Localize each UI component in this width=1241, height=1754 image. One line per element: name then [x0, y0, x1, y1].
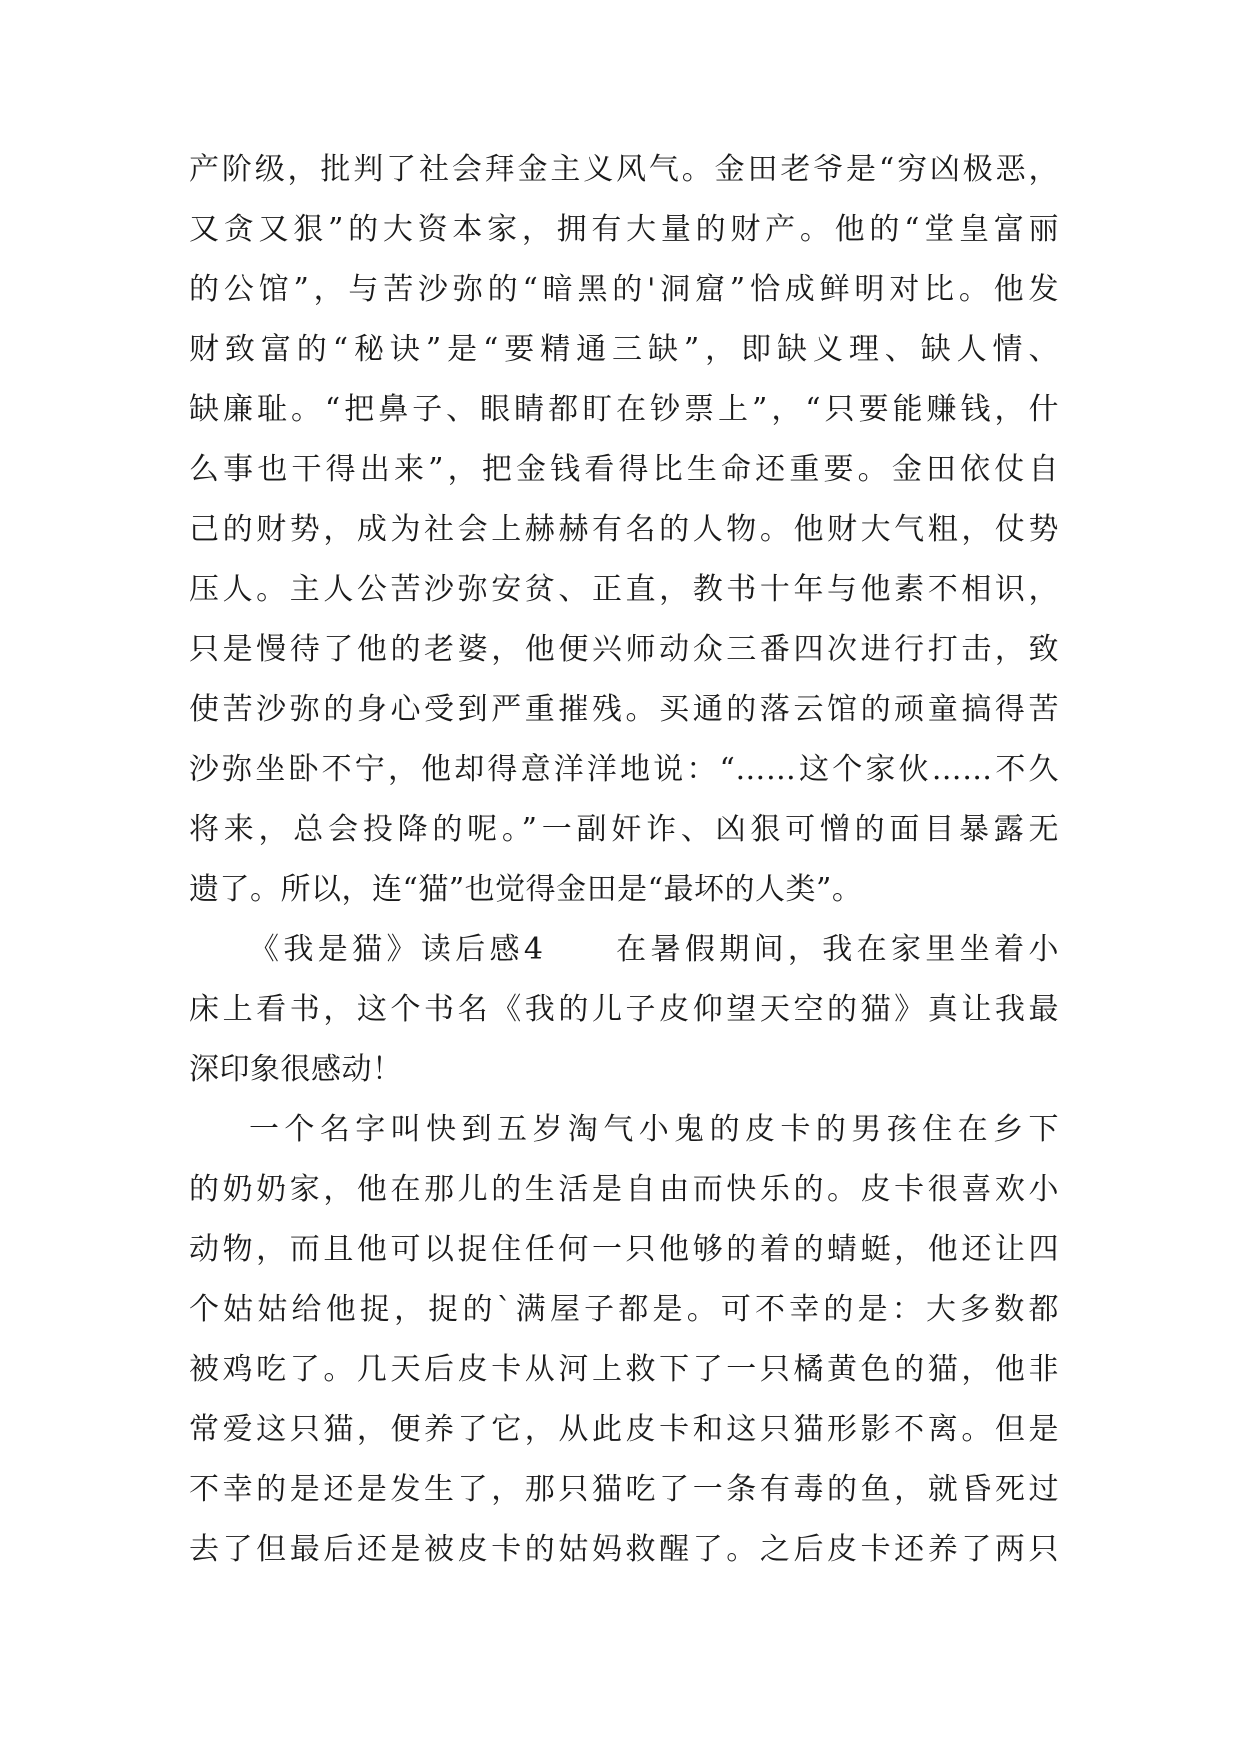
text-line: 床上看书，这个书名《我的儿子皮仰望天空的猫》真让我最 [189, 992, 1059, 1027]
text-line: 将来，总会投降的呢。”一副奸诈、凶狠可憎的面目暴露无 [189, 812, 1059, 847]
text-line: 的公馆”，与苦沙弥的“暗黑的'洞窟”恰成鲜明对比。他发 [189, 272, 1059, 307]
text-line: 又贪又狠”的大资本家，拥有大量的财产。他的“堂皇富丽 [189, 212, 1059, 247]
text-line: 产阶级，批判了社会拜金主义风气。金田老爷是“穷凶极恶， [189, 152, 1059, 187]
text-line: 去了但最后还是被皮卡的姑妈救醒了。之后皮卡还养了两只 [189, 1532, 1059, 1567]
text-line: 压人。主人公苦沙弥安贫、正直，教书十年与他素不相识， [189, 572, 1059, 607]
text-line: 财致富的“秘诀”是“要精通三缺”，即缺义理、缺人情、 [189, 332, 1059, 367]
text-line: 深印象很感动！ [189, 1052, 403, 1087]
text-line: 缺廉耻。“把鼻子、眼睛都盯在钞票上”，“只要能赚钱，什 [189, 392, 1059, 427]
text-line: 的奶奶家，他在那儿的生活是自由而快乐的。皮卡很喜欢小 [189, 1172, 1059, 1207]
text-line: 《我是猫》读后感4 在暑假期间，我在家里坐着小 [249, 932, 1059, 967]
text-line: 动物，而且他可以捉住任何一只他够的着的蜻蜓，他还让四 [189, 1232, 1059, 1267]
text-line: 遗了。所以，连“猫”也觉得金田是“最坏的人类”。 [189, 872, 863, 907]
text-line: 己的财势，成为社会上赫赫有名的人物。他财大气粗，仗势 [189, 512, 1059, 547]
text-line: 被鸡吃了。几天后皮卡从河上救下了一只橘黄色的猫，他非 [189, 1352, 1059, 1387]
document-body [189, 140, 1059, 1580]
text-line: 么事也干得出来”，把金钱看得比生命还重要。金田依仗自 [189, 452, 1059, 487]
text-line: 沙弥坐卧不宁，他却得意洋洋地说：“……这个家伙……不久 [189, 752, 1059, 787]
text-line: 只是慢待了他的老婆，他便兴师动众三番四次进行打击，致 [189, 632, 1059, 667]
text-line: 个姑姑给他捉，捉的`满屋子都是。可不幸的是：大多数都 [189, 1292, 1059, 1327]
text-line: 常爱这只猫，便养了它，从此皮卡和这只猫形影不离。但是 [189, 1412, 1059, 1447]
text-line: 不幸的是还是发生了，那只猫吃了一条有毒的鱼，就昏死过 [189, 1472, 1059, 1507]
text-line: 使苦沙弥的身心受到严重摧残。买通的落云馆的顽童搞得苦 [189, 692, 1059, 727]
text-line: 一个名字叫快到五岁淘气小鬼的皮卡的男孩住在乡下 [249, 1112, 1059, 1147]
